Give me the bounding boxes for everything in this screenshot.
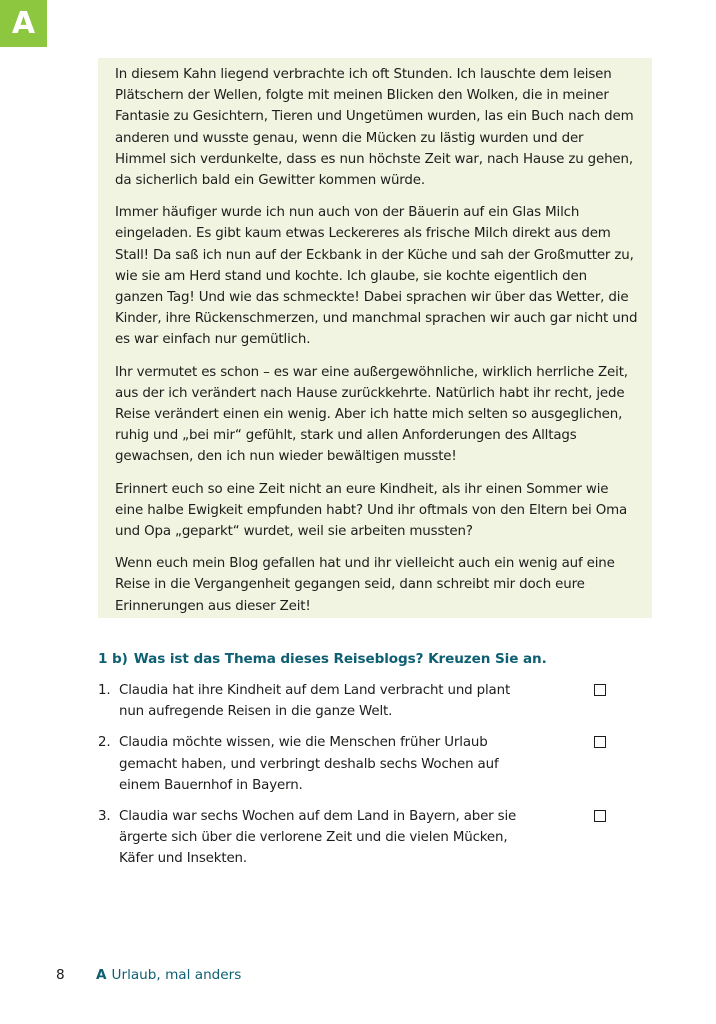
reading-text-box (98, 58, 652, 618)
task-instruction: Was ist das Thema dieses Reiseblogs? Kreuzen Sie an. (133, 651, 547, 667)
paragraph: Erinnert euch so eine Zeit nicht an eure Kindheit, als ihr einen Sommer wie eine halbe Ewigkeit empfunden habt? Und ihr oftmals von den Eltern bei Oma und Opa „geparkt“ wurdet, weil sie arbeiten mussten? (115, 481, 628, 540)
option-text: Claudia war sechs Wochen auf dem Land in Bayern, aber sie ärgerte sich über die verlorene Zeit und die vielen Mücken, Käfer und Insekten. (119, 809, 517, 867)
chapter-letter: A (96, 967, 107, 983)
option-number: 3. (98, 809, 111, 825)
page-footer (56, 967, 241, 983)
answer-options (98, 680, 618, 880)
answer-checkbox-1[interactable] (594, 684, 606, 696)
chapter-title: Urlaub, mal anders (111, 967, 242, 983)
section-badge: A (0, 0, 47, 47)
answer-checkbox-2[interactable] (594, 736, 606, 748)
answer-option-2 (98, 732, 618, 796)
paragraph: In diesem Kahn liegend verbrachte ich oft Stunden. Ich lauschte dem leisen Plätschern der Wellen, folgte mit meinen Blicken den Wolken, die in meiner Fantasie zu Gesichtern, Tieren und Ungetümen wurden, las ein Buch nach dem anderen und wusste genau, wenn die Mücken zu lästig wurden und der Himmel sich verdunkelte, dass es nun höchste Zeit war, nach Hause zu gehen, da sicherlich bald ein Gewitter kommen würde. (115, 67, 634, 189)
page-number: 8 (56, 967, 65, 983)
task-number: 1 b) (98, 651, 128, 667)
answer-option-3 (98, 806, 618, 870)
option-text: Claudia hat ihre Kindheit auf dem Land verbracht und plant nun aufregende Reisen in die ganze Welt. (119, 683, 511, 720)
answer-checkbox-3[interactable] (594, 810, 606, 822)
task-heading (98, 651, 547, 667)
option-text: Claudia möchte wissen, wie die Menschen früher Urlaub gemacht haben, und verbringt deshalb sechs Wochen auf einem Bauernhof in Bayern. (119, 735, 499, 793)
option-number: 2. (98, 735, 111, 751)
answer-option-1 (98, 680, 618, 722)
paragraph: Wenn euch mein Blog gefallen hat und ihr vielleicht auch ein wenig auf eine Reise in die Vergangenheit gegangen seid, dann schreibt mir doch eure Erinnerungen aus dieser Zeit! (115, 556, 615, 614)
option-number: 1. (98, 683, 111, 698)
paragraph: Ihr vermutet es schon – es war eine außergewöhnliche, wirklich herrliche Zeit, aus der ich verändert nach Hause zurückkehrte. Natürlich habt ihr recht, jede Reise verändert einen ein wenig. Aber ich hatte mich selten so ausgeglichen, ruhig und „bei mir“ gefühlt, stark und allen Anforderungen des Alltags gewachsen, den ich nun wieder bewältigen musste! (115, 364, 628, 465)
paragraph: Immer häufiger wurde ich nun auch von der Bäuerin auf ein Glas Milch eingeladen. Es gibt kaum etwas Leckereres als frische Milch direkt aus dem Stall! Da saß ich nun auf der Eckbank in der Küche und sah der Großmutter zu, wie sie am Herd stand und kochte. Ich glaube, sie kochte eigentlich den ganzen Tag! Und wie das schmeckte! Dabei sprachen wir über das Wetter, die Kinder, ihre Rückenschmerzen, und manchmal sprachen wir auch gar nicht und es war einfach nur gemütlich. (115, 205, 638, 348)
